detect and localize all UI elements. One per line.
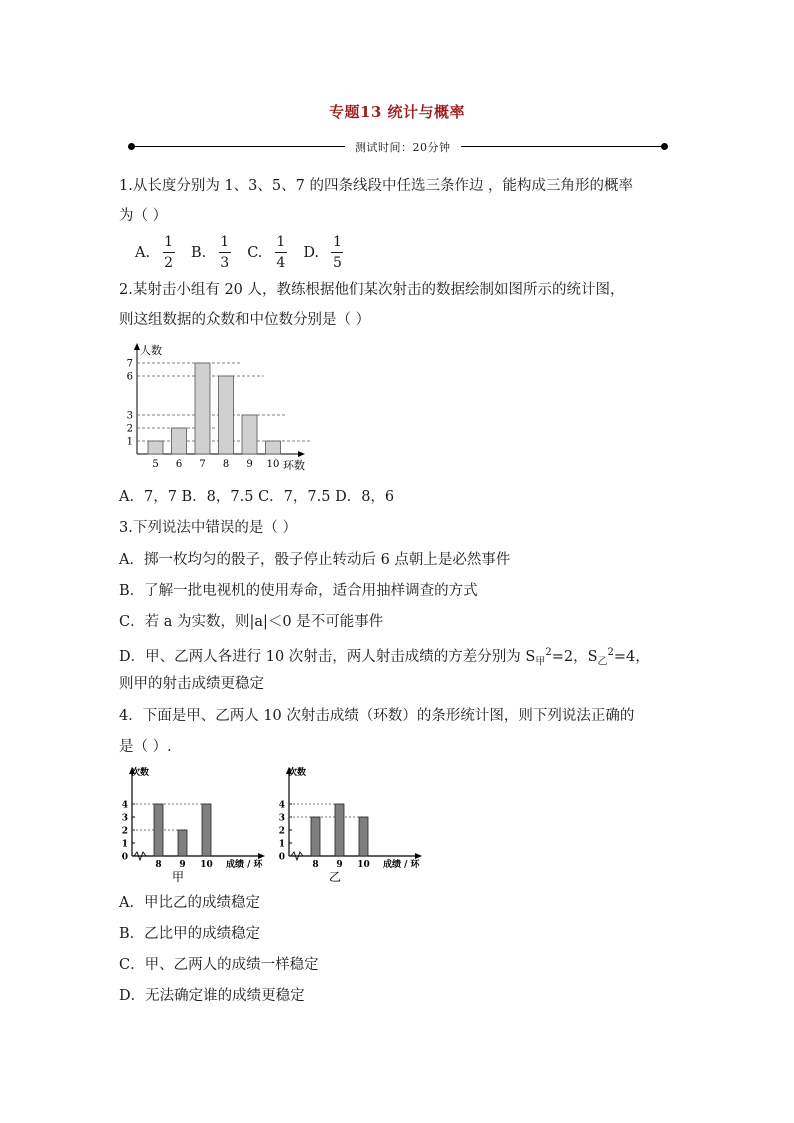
- x-tick-label: 10: [200, 860, 213, 870]
- y-tick-label: 4: [121, 800, 128, 811]
- bar: [242, 415, 257, 454]
- y-tick-label: 2: [278, 826, 285, 837]
- y-tick-label: 2: [121, 826, 128, 837]
- bar: [172, 428, 187, 454]
- bar: [148, 441, 163, 454]
- q3-option-a[interactable]: A．掷一枚均匀的骰子，骰子停止转动后 6 点朝上是必然事件: [119, 552, 511, 568]
- q1-option-d[interactable]: D. $\frac{1}{5}$: [303, 234, 342, 271]
- bar: [202, 804, 211, 856]
- q1-option-a[interactable]: A. $\frac{1}{2}$: [135, 234, 174, 271]
- x-axis-label: 成绩 / 环: [226, 860, 263, 870]
- fraction: $\frac{1}{4}$: [276, 234, 286, 271]
- x-tick-label: 7: [199, 459, 206, 470]
- q2-stem-line2: 则这组数据的众数和中位数分别是（ ）: [119, 312, 371, 328]
- x-tick-label: 6: [175, 459, 183, 470]
- q4-option-b[interactable]: B．乙比甲的成绩稳定: [119, 926, 261, 942]
- q4-option-d[interactable]: D．无法确定谁的成绩更稳定: [119, 988, 305, 1004]
- chart-title: 乙: [328, 870, 342, 884]
- x-axis-arrow: [415, 853, 422, 859]
- shooting-score-bar-chart: [120, 338, 320, 473]
- x-axis-arrow: [258, 853, 265, 859]
- x-axis-label: 环数: [283, 459, 305, 472]
- y-tick-label: 0: [278, 852, 285, 863]
- q4-stem-line2: 是（ ）.: [119, 739, 172, 755]
- divider-dot-right: [661, 143, 668, 150]
- y-tick-label: 2: [126, 423, 133, 435]
- q2-options: A．7，7 B．8，7.5 C．7，7.5 D．8，6: [119, 489, 395, 505]
- y-tick-label: 3: [121, 813, 128, 824]
- y-axis-label: 次数: [288, 768, 307, 778]
- x-tick-label: 8: [312, 860, 319, 870]
- page-title: 专题13 统计与概率: [328, 103, 466, 121]
- q1-option-c[interactable]: C. $\frac{1}{4}$: [247, 234, 286, 271]
- bar: [266, 441, 281, 454]
- bar: [335, 804, 344, 856]
- y-tick-label: 3: [126, 410, 133, 422]
- y-tick-label: 4: [278, 800, 285, 811]
- q1-options: [135, 234, 344, 271]
- jia-bar-chart: [118, 762, 268, 887]
- q3-option-b[interactable]: B．了解一批电视机的使用寿命，适合用抽样调查的方式: [119, 583, 478, 599]
- test-time: 测试时间：20分钟: [345, 139, 461, 155]
- fraction: $\frac{1}{3}$: [220, 234, 230, 271]
- q4-option-a[interactable]: A．甲比乙的成绩稳定: [119, 895, 260, 911]
- q1-stem-line1: 1.从长度分别为 1、3、5、7 的四条线段中任选三条作边 ，能构成三角形的概率: [119, 178, 634, 194]
- q1-option-b[interactable]: B. $\frac{1}{3}$: [191, 234, 230, 271]
- x-axis-label: 成绩 / 环: [383, 860, 420, 870]
- q3-stem: 3.下列说法中错误的是（ ）: [119, 520, 297, 536]
- y-tick-label: 1: [121, 839, 128, 850]
- q3-option-c[interactable]: C．若 a 为实数，则|a|＜0 是不可能事件: [119, 614, 384, 630]
- yi-bar-chart: [275, 762, 430, 887]
- x-tick-label: 9: [179, 860, 186, 870]
- q2-stem-line1: 2.某射击小组有 20 人，教练根据他们某次射击的数据绘制如图所示的统计图，: [119, 282, 625, 298]
- q4-option-c[interactable]: C．甲、乙两人的成绩一样稳定: [119, 957, 319, 973]
- q4-stem-line1: 4．下面是甲、乙两人 10 次射击成绩（环数）的条形统计图，则下列说法正确的: [119, 708, 635, 724]
- x-tick-label: 8: [155, 860, 162, 870]
- q1-stem-line2: 为（ ）: [119, 208, 168, 224]
- y-axis-label: 人数: [140, 344, 162, 357]
- chart-title: 甲: [171, 870, 185, 884]
- x-tick-label: 8: [222, 459, 230, 470]
- x-tick-label: 10: [357, 860, 370, 870]
- fraction: $\frac{1}{2}$: [164, 234, 174, 271]
- x-tick-label: 9: [246, 459, 253, 470]
- bar: [359, 817, 368, 856]
- q3-option-d[interactable]: D．甲、乙两人各进行 10 次射击，两人射击成绩的方差分别为 $S_甲^2=2$，$S_乙^2=4$，: [119, 647, 650, 668]
- x-tick-label: 10: [266, 459, 280, 470]
- bar: [195, 363, 210, 454]
- x-tick-label: 9: [336, 860, 343, 870]
- divider-dot-left: [128, 143, 135, 150]
- y-axis-label: 次数: [131, 768, 150, 778]
- bar: [154, 804, 163, 856]
- bar: [311, 817, 320, 856]
- bar: [219, 376, 234, 454]
- q3-option-d-line2: 则甲的射击成绩更稳定: [119, 676, 264, 692]
- bar: [178, 830, 187, 856]
- y-tick-label: 0: [121, 852, 128, 863]
- y-tick-label: 1: [278, 839, 285, 850]
- y-tick-label: 7: [126, 358, 133, 370]
- y-tick-label: 1: [126, 436, 133, 448]
- x-tick-label: 5: [152, 459, 159, 470]
- y-tick-label: 3: [278, 813, 285, 824]
- fraction: $\frac{1}{5}$: [333, 234, 342, 271]
- x-axis-arrow: [298, 451, 305, 457]
- y-tick-label: 6: [126, 371, 133, 383]
